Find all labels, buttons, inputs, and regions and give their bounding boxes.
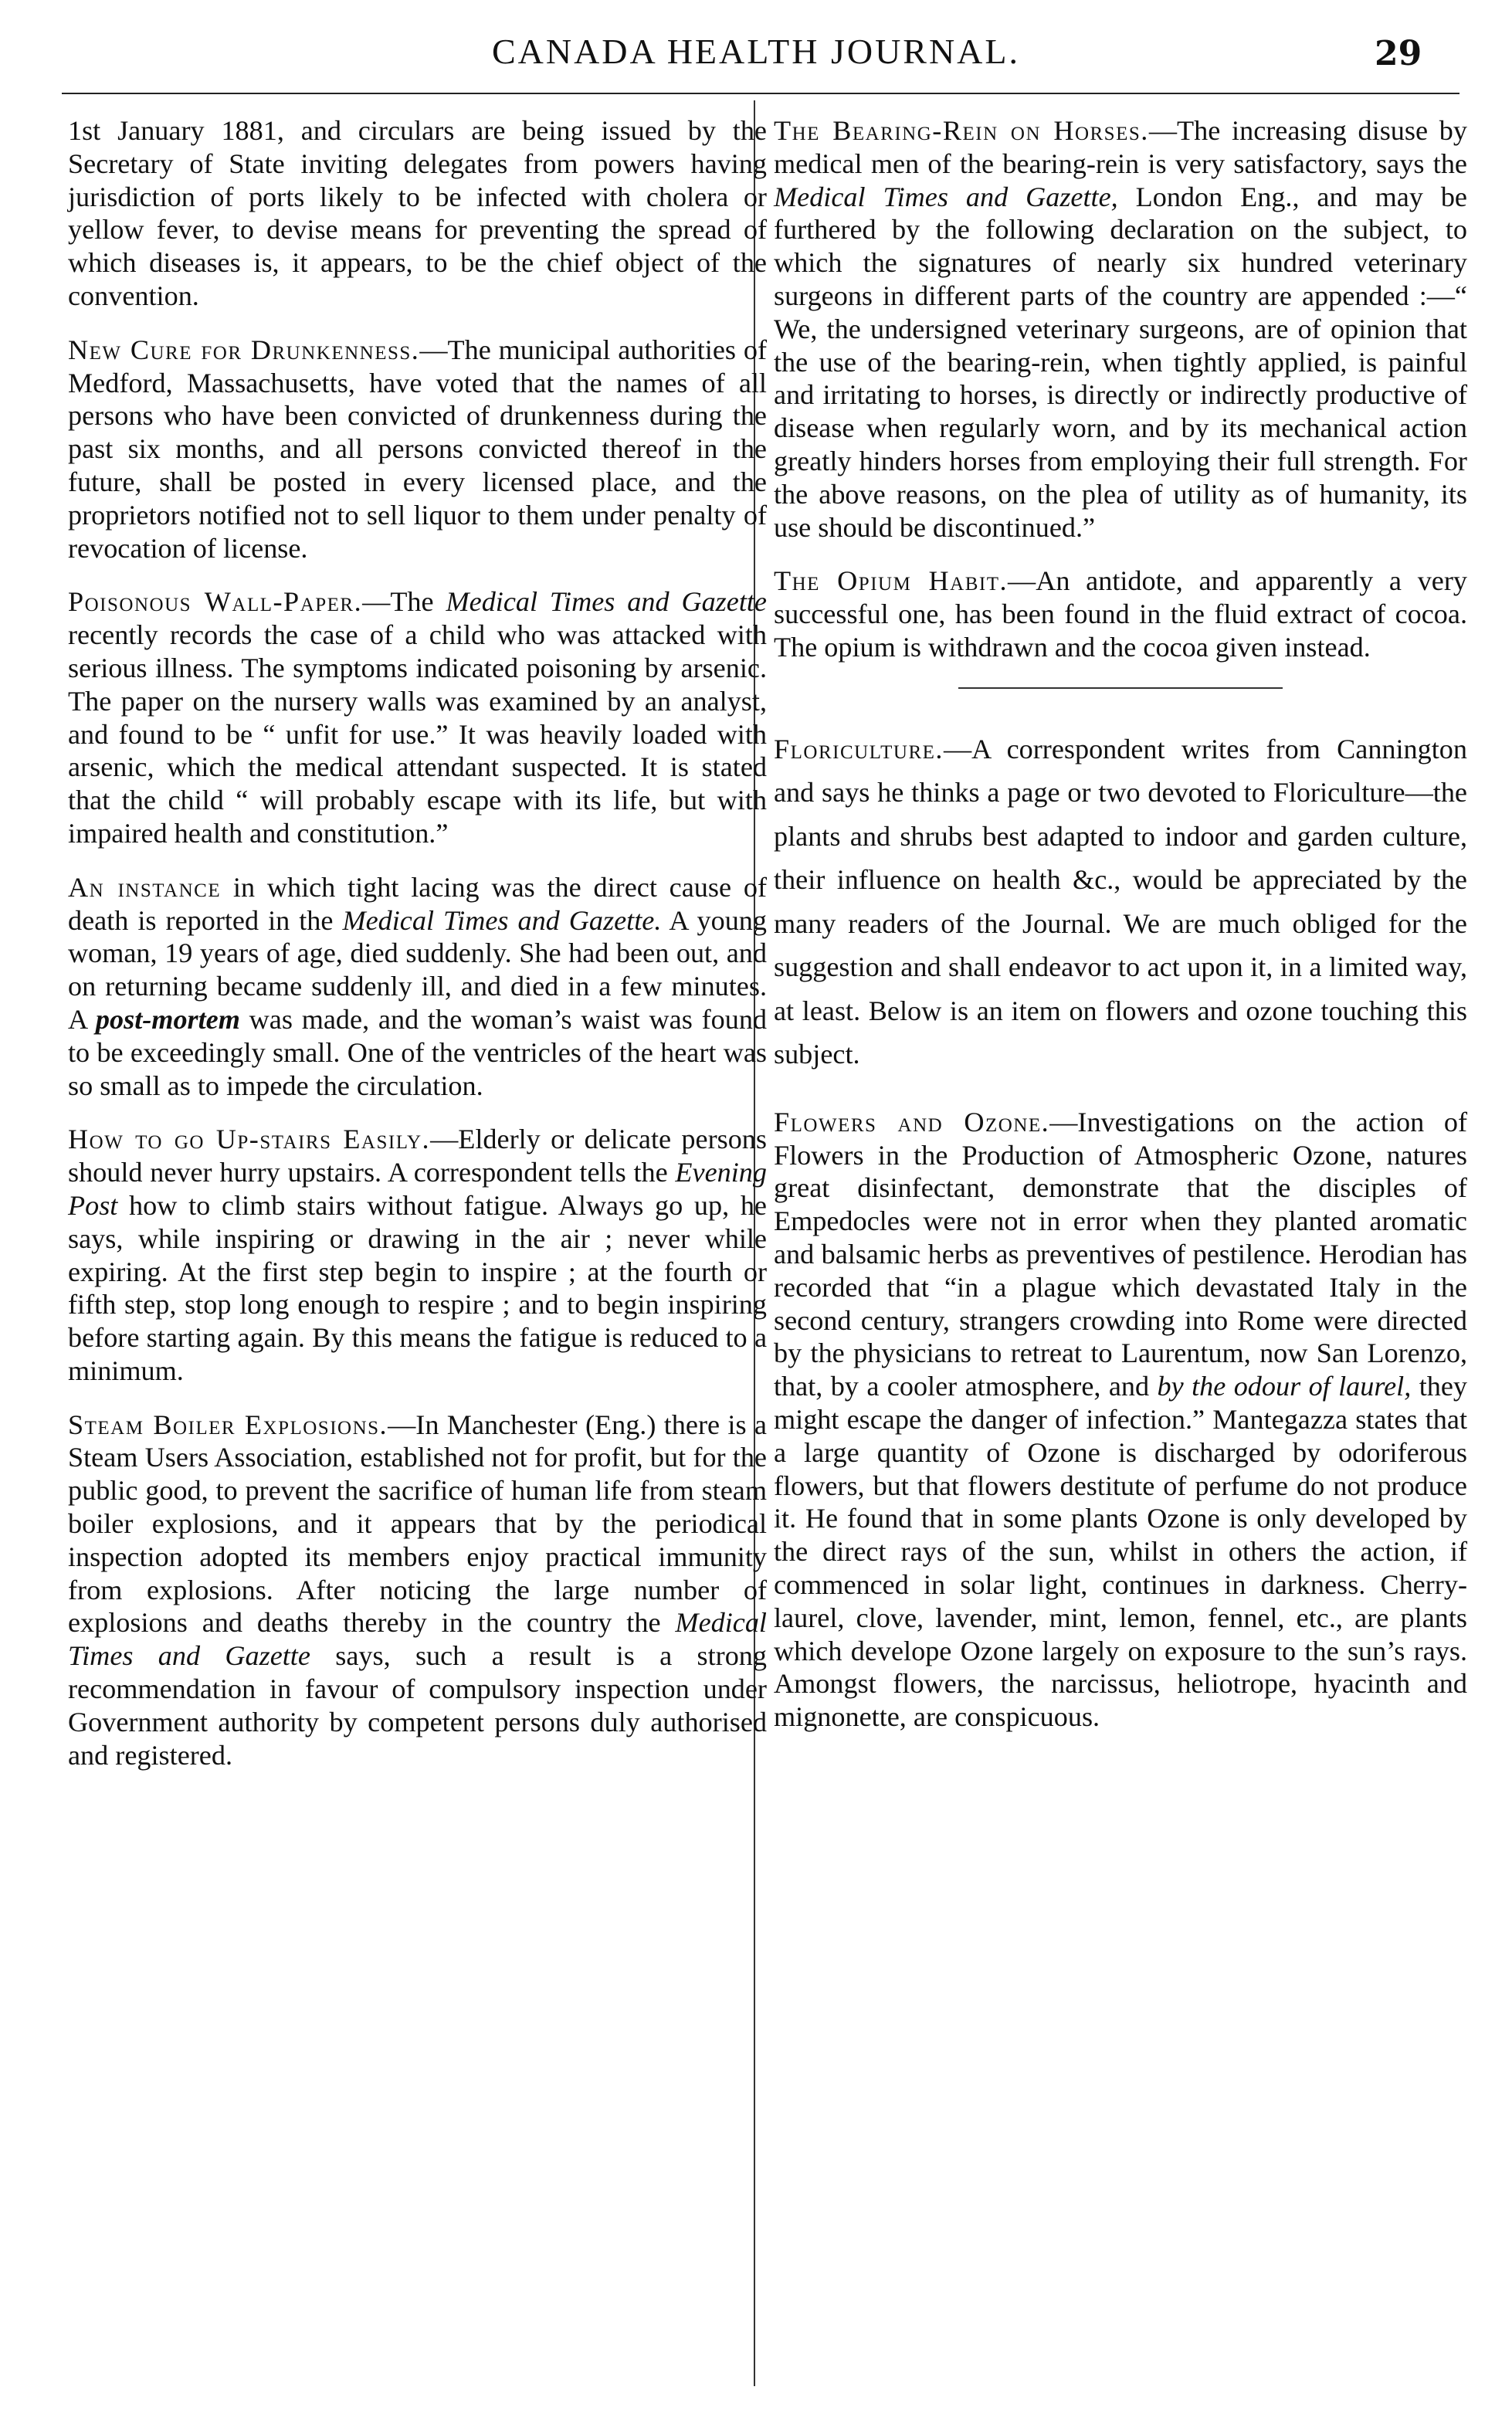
article-text: was made, and the woman’s waist was found to be exceedingly small. One of the ventricles of the heart was so small as to impede the circulation. — [68, 1003, 768, 1101]
running-head-title: CANADA HEALTH JOURNAL. — [491, 32, 1021, 71]
article-heading: Steam Boiler Explosions. — [68, 1409, 388, 1440]
emphasis-term: post-mortem — [95, 1003, 240, 1035]
article-text: —The — [362, 586, 446, 618]
article-text: in which tight lacing was the direct cause of death is reported in the — [68, 871, 767, 936]
article-text: —The municipal authorities of Medford, Massachusetts, have voted that the names of all persons who have been convicted of drunkenness during the past six months, and all persons convicted thereof in the future, shall be posted in every licensed place, and the proprietors notified not to sell liquor to them under penalty of revocation of license. — [68, 334, 767, 564]
article-heading: The Opium Habit. — [774, 565, 1009, 597]
article-bearing-rein — [774, 114, 1467, 544]
article-heading: Floriculture. — [774, 733, 944, 764]
article-text: they might escape the danger of infection.” Mantegazza states that a large quantity of Ozone is discharged by odoriferous flowers, but that flowers destitute of perfume do not produce it. He found that in some plants Ozone is only developed by the direct rays of the sun, whilst in others the action, if commenced in solar light, continues in darkness. Cherry-laurel, clove, lavender, mint, lemon, fennel, etc., are plants which develope Ozone largely on exposure to the sun’s rays. Amongst flowers, the narcissus, heliotrope, hyacinth and mignonette, are conspicuous. — [774, 1371, 1467, 1733]
article-text: A young woman, 19 years of age, died suddenly. She had been out, and on returning became suddenly ill, and died in a few minutes. A — [68, 904, 767, 1035]
header-rule — [62, 93, 1459, 94]
article-heading: The Bearing-Rein on Horses. — [774, 115, 1149, 146]
left-column — [68, 114, 767, 1792]
article-heading: An instance — [68, 871, 222, 903]
publication-title: Medical Times and Gazette — [68, 1607, 767, 1672]
article-wall-paper — [68, 585, 767, 849]
article-text: says, such a result is a strong recommendation in favour of compulsory inspection under Government authority by competent persons duly authorised and registered. — [68, 1640, 767, 1771]
article-drunkenness — [68, 334, 767, 565]
article-convention-continued — [68, 114, 767, 313]
article-flowers-ozone — [774, 1106, 1467, 1734]
publication-title: Medical Times and Gazette. — [342, 904, 662, 936]
article-text: London Eng., and may be furthered by the following declaration on the subject, to which the signatures of nearly six hundred veterinary surgeons in different parts of the country are appended :—“ We, the undersigned veterinary surgeons, are of opinion that the use of the bearing-rein, when tightly applied, is painful and irritating to horses, is directly or indirectly productive of disease when regularly worn, and by its mechanical action greatly hinders horses from employing their full strength. For the above reasons, on the plea of utility as of humanity, its use should be discontinued.” — [774, 181, 1467, 543]
article-heading: Poisonous Wall-Paper. — [68, 586, 363, 618]
article-heading: How to go Up-stairs Easily. — [68, 1124, 431, 1155]
article-text: recently records the case of a child who was attacked with serious illness. The symptoms indicated poisoning by arsenic. The paper on the nursery walls was examined by an analyst, and found to be “ unfit for use.” It was heavily loaded with arsenic, which the medical attendant suspected. It is stated that the child “ will probably escape with its life, but with impaired health and constitution.” — [68, 619, 767, 849]
article-tight-lacing — [68, 871, 767, 1103]
article-text: —An antidote, and apparently a very successful one, has been found in the fluid extract of cocoa. The opium is withdrawn and the cocoa given instead. — [774, 565, 1467, 663]
article-steam-boiler — [68, 1409, 767, 1772]
article-text: —In Manchester (Eng.) there is a Steam Users Association, established not for profit, but for the public good, to prevent the sacrifice of human life from steam boiler explosions, and it appears that by the periodical inspection adopted its members enjoy practical immunity from explosions. After noticing the large number of explosions and deaths thereby in the country the — [68, 1409, 767, 1639]
right-column — [774, 114, 1467, 1754]
article-text: 1st January 1881, and circulars are being issued by the Secretary of State inviting delegates from powers having jurisdiction of ports likely to be infected with cholera or yellow fever, to devise means for preventing the spread of which diseases is, it appears, to be the chief object of the convention. — [68, 115, 767, 311]
article-text: —Investigations on the action of Flowers in the Production of Atmospheric Ozone, natures great disinfectant, demonstrate that the disciples of Empedocles were not in error when they planted aromatic and balsamic herbs as preventives of pestilence. Herodian has recorded that “in a plague which devastated Italy in the second century, strangers crowding into Rome were directed by the physicians to retreat to Laurentum, now San Lorenzo, that, by a cooler atmosphere, and — [774, 1106, 1467, 1402]
article-heading: Flowers and Ozone. — [774, 1106, 1050, 1137]
publication-title: Medical Times and Gazette, — [774, 181, 1118, 212]
article-text: how to climb stairs without fatigue. Always go up, he says, while inspiring or drawing in the air ; never while expiring. At the first step begin to inspire ; at the fourth or fifth step, stop long enough to respire ; and to begin inspiring before starting again. By this means the fatigue is reduced to a minimum. — [68, 1189, 767, 1386]
article-floriculture — [774, 727, 1467, 1076]
page-number: 29 — [1375, 34, 1422, 73]
article-heading: New Cure for Drunkenness. — [68, 334, 420, 365]
publication-title: Evening Post — [68, 1157, 767, 1221]
article-text: —Elderly or delicate persons should never hurry upstairs. A correspondent tells the — [68, 1124, 767, 1188]
article-text: —A correspondent writes from Cannington and says he thinks a page or two devoted to Floriculture—the plants and shrubs best adapted to indoor and garden culture, their influence on health &c., would be appreciated by the many readers of the Journal. We are much obliged for the suggestion and shall endeavor to act upon it, in a limited way, at least. Below is an item on flowers and ozone touching this subject. — [774, 733, 1467, 1070]
article-upstairs — [68, 1123, 767, 1387]
emphasis-phrase: by the odour of laurel, — [1157, 1371, 1412, 1402]
section-rule — [958, 687, 1283, 689]
publication-title: Medical Times and Gazette — [446, 586, 767, 618]
article-opium-habit — [774, 564, 1467, 663]
article-text: —The increasing disuse by medical men of the bearing-rein is very satisfactory, says the — [774, 115, 1467, 179]
